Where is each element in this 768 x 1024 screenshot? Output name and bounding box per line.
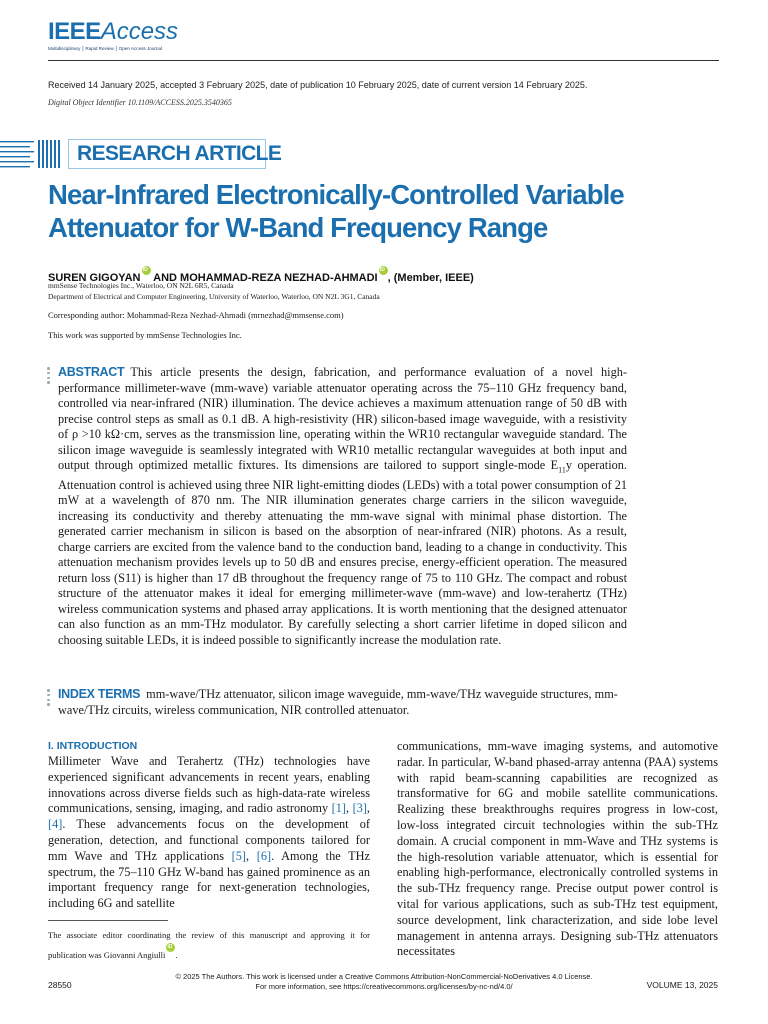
author-membership: , (Member, IEEE)	[387, 272, 474, 284]
index-terms-label: INDEX TERMS	[58, 687, 141, 701]
footnote-rule	[48, 920, 168, 921]
index-dots-decoration	[47, 689, 51, 708]
section-heading-introduction: I. INTRODUCTION	[48, 740, 138, 752]
editor-footnote	[48, 928, 370, 963]
citation-separator: ,	[246, 848, 257, 863]
footnote-end: .	[175, 950, 178, 960]
citation-link[interactable]: [1]	[331, 801, 346, 816]
license-line-2[interactable]: For more information, see https://creativecommons.org/licenses/by-nc-nd/4.0/	[255, 982, 513, 991]
intro-left-column	[48, 754, 370, 912]
title-line-1: Near-Infrared Electronically-Controlled Variable	[48, 179, 624, 210]
received-dates: Received 14 January 2025, accepted 3 February 2025, date of publication 10 February 2025, date of current version 14 February 2025.	[48, 80, 588, 90]
orcid-icon[interactable]	[142, 266, 151, 275]
abstract-label: ABSTRACT	[58, 365, 125, 379]
intro-right-column: communications, mm-wave imaging systems, and automotive radar. In particular, W-band phased-array antenna (PAA) systems with rapid beam-scanning capabilities are recognized as transformative for 6G and mobile satellite communications. Realizing these breakthroughs requires progress in low-cost, low-loss integrated circuit technologies within the sub-THz domain. A crucial component in mm-Wave and THz systems is the high-resolution variable attenuator, which is essential for enabling high-performance, electronically controlled systems in the sub-THz frequency range. Precise output power control is vital for various applications, such as sub-THz test equipment, source development, link characterization, and side lobe level management in antenna arrays. Designing sub-THz attenuators necessitates	[397, 739, 718, 959]
logo-ieee-text: IEEE	[48, 18, 101, 45]
corresponding-author: Corresponding author: Mohammad-Reza Nezhad-Ahmadi (mrnezhad@mmsense.com)	[48, 310, 344, 320]
citation-link[interactable]: [3]	[352, 801, 367, 816]
abstract	[58, 365, 627, 648]
citation-separator: ,	[346, 801, 353, 816]
journal-logo	[48, 18, 178, 46]
header-rule	[48, 60, 719, 61]
author-2: AND MOHAMMAD-REZA NEZHAD-AHMADI	[150, 272, 378, 284]
abstract-text-a: This article presents the design, fabrication, and performance evaluation of a novel high-performance millimeter-wave (mm-wave) variable attenuator operating across the 75–110 GHz frequency band, controlled via near-infrared (NIR) illumination. The device achieves a maximum attenuation range of 50 dB with precise control steps as small as 0.1 dB. A high-resistivity (HR) silicon-based image waveguide, with a resistivity of ρ >10 kΩ·cm, serves as the transmission line, operating within the WR10 rectangular waveguide standard. The silicon image waveguide is seamlessly integrated with WR10 metallic rectangular waveguides at both input and output through optimized metallic fixtures. Its dimensions are tailored to support single-mode E	[58, 365, 627, 472]
article-type-label: RESEARCH ARTICLE	[77, 142, 282, 165]
abstract-subscript: 11	[558, 465, 566, 475]
abstract-dots-decoration	[47, 367, 51, 386]
title-line-2: Attenuator for W-Band Frequency Range	[48, 212, 548, 243]
intro-text-a: Millimeter Wave and Terahertz (THz) technologies have experienced significant advancements in recent years, enabling innovations across diverse fields such as high-data-rate wireless communications, sensing, imaging, and radio astronomy	[48, 754, 370, 816]
citation-separator: ,	[366, 801, 370, 816]
intro-text-c: . Among the THz spectrum, the 75–110 GHz W-band has gained prominence as an important frequency range for next-generation technologies, including 6G and satellite	[48, 848, 370, 911]
citation-link[interactable]: [4]	[48, 817, 63, 832]
doi-line: Digital Object Identifier 10.1109/ACCESS.2025.3540365	[48, 98, 232, 107]
volume-label: VOLUME 13, 2025	[646, 980, 718, 990]
author-1: SUREN GIGOYAN	[48, 272, 141, 284]
intro-text-b: . These advancements focus on the development of generation, detection, and functional components tailored for mm Wave and THz applications	[48, 817, 370, 863]
index-terms-text: mm-wave/THz attenuator, silicon image waveguide, mm-wave/THz waveguide structures, mm-wave/THz circuits, wireless communication, NIR controlled attenuator.	[58, 687, 618, 717]
affiliation-2: Department of Electrical and Computer Engineering, University of Waterloo, Waterloo, ON N2L 3G1, Canada	[48, 292, 380, 301]
stripes-decoration	[0, 138, 64, 170]
license-line-1: © 2025 The Authors. This work is licensed under a Creative Commons Attribution-NonCommercial-NoDerivatives 4.0 License.	[175, 972, 593, 981]
index-terms	[58, 687, 627, 718]
footnote-text: The associate editor coordinating the review of this manuscript and approving it for publication was Giovanni Angiulli	[48, 930, 370, 960]
orcid-icon[interactable]	[166, 943, 175, 952]
journal-tagline: Multidisciplinary ⎮ Rapid Review ⎮ Open Access Journal	[48, 46, 163, 51]
citation-link[interactable]: [5]	[231, 848, 247, 863]
funding-note: This work was supported by mmSense Technologies Inc.	[48, 330, 242, 340]
page-number: 28550	[48, 980, 72, 990]
orcid-icon[interactable]	[379, 266, 388, 275]
affiliation-1: mmSense Technologies Inc., Waterloo, ON N2L 6R5, Canada	[48, 281, 234, 290]
logo-access-text: Access	[100, 18, 179, 45]
paper-title	[48, 178, 728, 244]
abstract-text-b: y operation. Attenuation control is achieved using three NIR light-emitting diodes (LEDs) with a total power consumption of 21 mW at a wavelength of 870 nm. The NIR illumination generates charge carriers in the silicon waveguide, increasing its conductivity and thereby attenuating the mm-wave signal with minimal phase distortion. The generated carrier mechanism in silicon is based on the absorption of near-infrared (NIR) photons. As a result, charge carriers are excited from the valence band to the conduction band, leading to a change in conductivity. This attenuation mechanism provides levels up to 50 dB and ensures precise, energy-efficient operation. The measured return loss (S11) is higher than 17 dB throughout the frequency range of 75 to 110 GHz. The compact and robust structure of the attenuator makes it ideal for emerging millimeter-wave (mm-wave) and low-terahertz (THz) wireless communication systems and phased array applications. It is worth mentioning that the designed attenuator can also function as an mm-THz modulator. By carefully selecting a short carrier lifetime in doped silicon and choosing suitable LEDs, it is indeed possible to significantly increase the modulation rate.	[58, 458, 627, 647]
citation-link[interactable]: [6]	[256, 848, 272, 863]
